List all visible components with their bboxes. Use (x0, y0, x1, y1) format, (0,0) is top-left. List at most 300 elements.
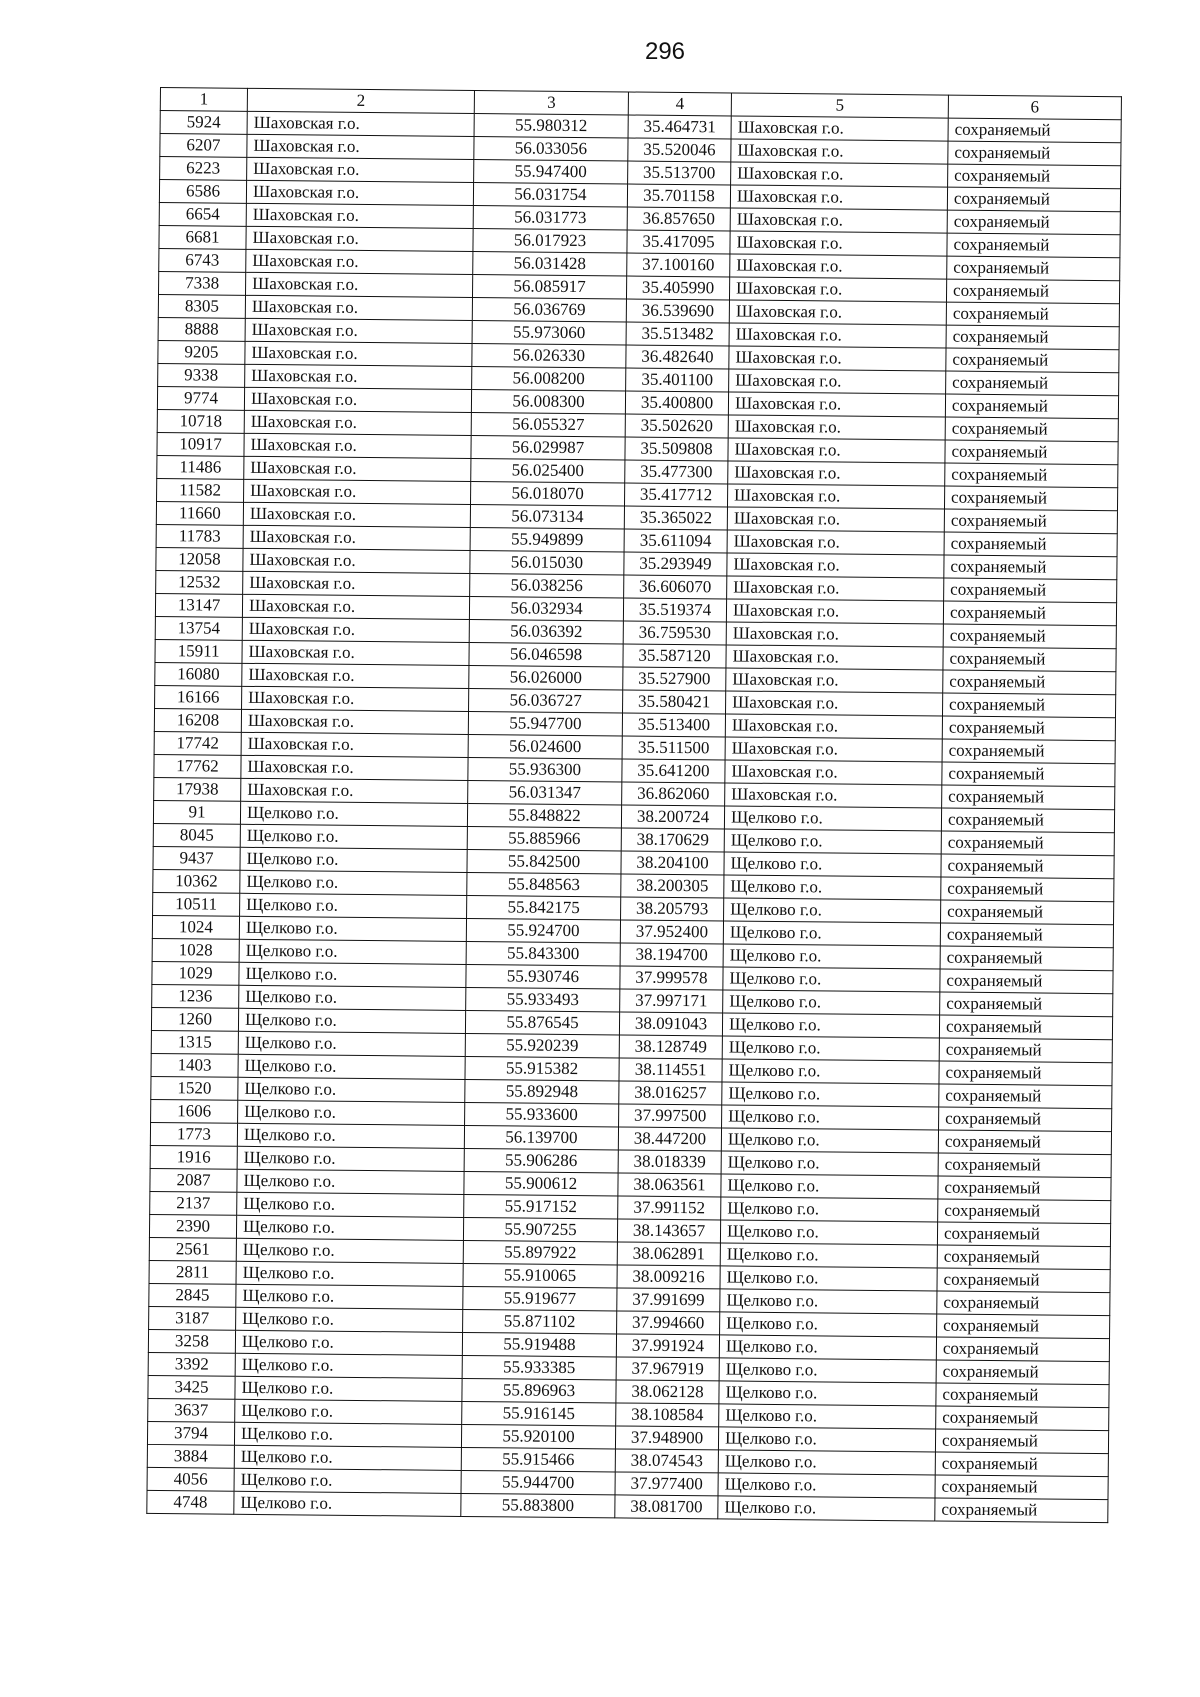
longitude-cell: 38.016257 (619, 1081, 722, 1105)
row-id-cell: 1916 (150, 1145, 237, 1169)
district-name-cell: Щелково г.о. (240, 893, 467, 918)
row-id-cell: 15911 (155, 639, 242, 663)
status-value-cell: сохраняемый (943, 624, 1116, 649)
status-value-cell: сохраняемый (944, 532, 1117, 557)
district-name-2-cell: Щелково г.о. (719, 1381, 936, 1406)
district-name-cell: Щелково г.о. (239, 962, 466, 987)
district-name-cell: Шаховская г.о. (242, 617, 469, 642)
district-name-2-cell: Шаховская г.о. (726, 645, 943, 670)
row-id-cell: 1773 (150, 1122, 237, 1146)
district-name-cell: Щелково г.о. (239, 916, 466, 941)
latitude-cell: 55.916145 (462, 1401, 616, 1425)
latitude-cell: 56.032934 (469, 596, 623, 620)
longitude-cell: 35.513400 (622, 713, 725, 737)
status-value-cell: сохраняемый (943, 670, 1116, 695)
status-value-cell: сохраняемый (945, 417, 1118, 442)
header-cell-2: 2 (247, 88, 474, 113)
district-name-2-cell: Щелково г.о. (722, 1082, 939, 1107)
district-name-cell: Шаховская г.о. (243, 502, 470, 527)
latitude-cell: 56.017923 (473, 229, 627, 253)
data-table-container (146, 87, 1122, 1523)
row-id-cell: 4748 (147, 1490, 234, 1514)
longitude-cell: 38.009216 (617, 1265, 720, 1289)
district-name-2-cell: Шаховская г.о. (727, 507, 944, 532)
longitude-cell: 37.991924 (616, 1334, 719, 1358)
district-name-cell: Щелково г.о. (236, 1284, 463, 1309)
longitude-cell: 38.128749 (619, 1035, 722, 1059)
district-name-2-cell: Шаховская г.о. (730, 231, 947, 256)
longitude-cell: 35.513482 (626, 322, 729, 346)
latitude-cell: 55.944700 (461, 1470, 615, 1494)
latitude-cell: 55.876545 (465, 1010, 619, 1034)
status-value-cell: сохраняемый (942, 716, 1115, 741)
district-name-2-cell: Шаховская г.о. (731, 139, 948, 164)
row-id-cell: 1403 (151, 1053, 238, 1077)
longitude-cell: 36.606070 (624, 575, 727, 599)
district-name-2-cell: Щелково г.о. (723, 967, 940, 992)
district-name-2-cell: Щелково г.о. (723, 921, 940, 946)
latitude-cell: 55.915382 (465, 1056, 619, 1080)
district-name-cell: Щелково г.о. (237, 1146, 464, 1171)
latitude-cell: 55.896963 (462, 1378, 616, 1402)
district-name-cell: Шаховская г.о. (247, 157, 474, 182)
district-name-cell: Шаховская г.о. (243, 525, 470, 550)
district-name-2-cell: Шаховская г.о. (725, 714, 942, 739)
status-value-cell: сохраняемый (935, 1498, 1108, 1523)
longitude-cell: 35.477300 (625, 460, 728, 484)
row-id-cell: 11582 (157, 478, 244, 502)
latitude-cell: 56.036769 (472, 298, 626, 322)
longitude-cell: 35.509808 (625, 437, 728, 461)
district-name-2-cell: Щелково г.о. (724, 852, 941, 877)
header-cell-1: 1 (160, 88, 247, 112)
latitude-cell: 55.910065 (463, 1263, 617, 1287)
district-name-2-cell: Щелково г.о. (720, 1289, 937, 1314)
district-name-cell: Шаховская г.о. (244, 410, 471, 435)
district-name-2-cell: Шаховская г.о. (726, 622, 943, 647)
row-id-cell: 6223 (160, 157, 247, 181)
district-name-2-cell: Щелково г.о. (721, 1197, 938, 1222)
longitude-cell: 37.997500 (619, 1104, 722, 1128)
row-id-cell: 9437 (153, 846, 240, 870)
longitude-cell: 35.580421 (623, 690, 726, 714)
row-id-cell: 10917 (157, 432, 244, 456)
district-name-cell: Щелково г.о. (237, 1192, 464, 1217)
longitude-cell: 36.482640 (626, 345, 729, 369)
district-name-cell: Шаховская г.о. (245, 318, 472, 343)
latitude-cell: 55.919488 (462, 1332, 616, 1356)
row-id-cell: 5924 (160, 111, 247, 135)
longitude-cell: 36.862060 (622, 782, 725, 806)
district-name-cell: Шаховская г.о. (243, 548, 470, 573)
longitude-cell: 35.513700 (628, 161, 731, 185)
longitude-cell: 36.759530 (623, 621, 726, 645)
district-name-cell: Шаховская г.о. (241, 755, 468, 780)
district-name-2-cell: Шаховская г.о. (728, 392, 945, 417)
longitude-cell: 35.519374 (623, 598, 726, 622)
row-id-cell: 1024 (152, 915, 239, 939)
status-value-cell: сохраняемый (935, 1475, 1108, 1500)
status-value-cell: сохраняемый (942, 739, 1115, 764)
latitude-cell: 56.033056 (474, 137, 628, 161)
district-name-cell: Щелково г.о. (234, 1422, 461, 1447)
district-name-2-cell: Щелково г.о. (724, 806, 941, 831)
latitude-cell: 55.842175 (467, 895, 621, 919)
row-id-cell: 16208 (154, 708, 241, 732)
district-name-cell: Шаховская г.о. (244, 456, 471, 481)
latitude-cell: 56.055327 (471, 413, 625, 437)
district-name-2-cell: Щелково г.о. (720, 1312, 937, 1337)
longitude-cell: 38.194700 (620, 943, 723, 967)
longitude-cell: 38.170629 (621, 828, 724, 852)
district-name-cell: Шаховская г.о. (244, 479, 471, 504)
row-id-cell: 6654 (159, 202, 246, 226)
row-id-cell: 16166 (155, 685, 242, 709)
district-name-cell: Шаховская г.о. (241, 778, 468, 803)
status-value-cell: сохраняемый (941, 831, 1114, 856)
latitude-cell: 56.018070 (471, 482, 625, 506)
district-name-2-cell: Щелково г.о. (718, 1496, 935, 1521)
status-value-cell: сохраняемый (941, 900, 1114, 925)
table-body (147, 111, 1121, 1523)
longitude-cell: 38.074543 (615, 1449, 718, 1473)
district-name-2-cell: Щелково г.о. (723, 944, 940, 969)
district-name-cell: Шаховская г.о. (244, 387, 471, 412)
district-name-2-cell: Шаховская г.о. (730, 208, 947, 233)
row-id-cell: 1236 (152, 984, 239, 1008)
status-value-cell: сохраняемый (945, 440, 1118, 465)
status-value-cell: сохраняемый (939, 1061, 1112, 1086)
row-id-cell: 1029 (152, 961, 239, 985)
district-name-2-cell: Шаховская г.о. (728, 461, 945, 486)
status-value-cell: сохраняемый (941, 877, 1114, 902)
longitude-cell: 35.400800 (625, 391, 728, 415)
district-name-2-cell: Щелково г.о. (721, 1128, 938, 1153)
row-id-cell: 9205 (158, 340, 245, 364)
latitude-cell: 55.915466 (461, 1447, 615, 1471)
row-id-cell: 10511 (153, 892, 240, 916)
longitude-cell: 35.611094 (624, 529, 727, 553)
status-value-cell: сохраняемый (948, 118, 1121, 143)
latitude-cell: 55.842500 (467, 849, 621, 873)
latitude-cell: 55.906286 (464, 1148, 618, 1172)
latitude-cell: 55.883800 (461, 1493, 615, 1517)
status-value-cell: сохраняемый (943, 647, 1116, 672)
district-name-cell: Шаховская г.о. (247, 134, 474, 159)
status-value-cell: сохраняемый (940, 946, 1113, 971)
status-value-cell: сохраняемый (935, 1429, 1108, 1454)
row-id-cell: 3884 (147, 1444, 234, 1468)
district-name-cell: Шаховская г.о. (242, 594, 469, 619)
longitude-cell: 38.062891 (617, 1242, 720, 1266)
district-name-2-cell: Шаховская г.о. (726, 668, 943, 693)
latitude-cell: 55.848822 (467, 803, 621, 827)
longitude-cell: 38.204100 (621, 851, 724, 875)
latitude-cell: 56.008300 (471, 390, 625, 414)
longitude-cell: 37.991699 (617, 1288, 720, 1312)
latitude-cell: 55.973060 (472, 321, 626, 345)
row-id-cell: 11660 (156, 501, 243, 525)
page-number: 296 (644, 38, 686, 65)
district-name-2-cell: Щелково г.о. (723, 990, 940, 1015)
status-value-cell: сохраняемый (946, 371, 1119, 396)
latitude-cell: 56.024600 (468, 734, 622, 758)
district-name-2-cell: Шаховская г.о. (727, 484, 944, 509)
status-value-cell: сохраняемый (936, 1360, 1109, 1385)
status-value-cell: сохраняемый (948, 164, 1121, 189)
district-name-cell: Щелково г.о. (235, 1399, 462, 1424)
header-cell-3: 3 (474, 91, 628, 115)
row-id-cell: 6586 (159, 180, 246, 204)
header-cell-5: 5 (731, 93, 948, 118)
status-value-cell: сохраняемый (936, 1383, 1109, 1408)
longitude-cell: 38.063561 (618, 1173, 721, 1197)
status-value-cell: сохраняемый (937, 1222, 1110, 1247)
longitude-cell: 38.081700 (615, 1495, 718, 1519)
latitude-cell: 55.920100 (461, 1424, 615, 1448)
latitude-cell: 56.046598 (469, 642, 623, 666)
district-name-2-cell: Шаховская г.о. (728, 415, 945, 440)
row-id-cell: 2845 (149, 1283, 236, 1307)
longitude-cell: 36.857650 (627, 207, 730, 231)
row-id-cell: 91 (153, 800, 240, 824)
status-value-cell: сохраняемый (944, 578, 1117, 603)
district-name-2-cell: Шаховская г.о. (729, 323, 946, 348)
district-name-cell: Щелково г.о. (240, 824, 467, 849)
longitude-cell: 37.991152 (618, 1196, 721, 1220)
district-name-2-cell: Щелково г.о. (720, 1243, 937, 1268)
status-value-cell: сохраняемый (945, 394, 1118, 419)
row-id-cell: 1028 (152, 938, 239, 962)
longitude-cell: 35.641200 (622, 759, 725, 783)
longitude-cell: 36.539690 (626, 299, 729, 323)
row-id-cell: 1520 (151, 1076, 238, 1100)
status-value-cell: сохраняемый (938, 1153, 1111, 1178)
district-name-cell: Шаховская г.о. (245, 295, 472, 320)
district-name-2-cell: Шаховская г.о. (726, 599, 943, 624)
longitude-cell: 35.417095 (627, 230, 730, 254)
district-name-cell: Шаховская г.о. (245, 364, 472, 389)
longitude-cell: 35.464731 (628, 115, 731, 139)
status-value-cell: сохраняемый (937, 1268, 1110, 1293)
status-value-cell: сохраняемый (944, 509, 1117, 534)
district-name-cell: Щелково г.о. (237, 1123, 464, 1148)
header-cell-4: 4 (628, 92, 731, 116)
row-id-cell: 6207 (160, 134, 247, 158)
longitude-cell: 37.999578 (620, 966, 723, 990)
district-name-cell: Щелково г.о. (236, 1238, 463, 1263)
latitude-cell: 56.026330 (472, 344, 626, 368)
longitude-cell: 37.994660 (617, 1311, 720, 1335)
district-name-2-cell: Шаховская г.о. (730, 185, 947, 210)
longitude-cell: 35.417712 (624, 483, 727, 507)
longitude-cell: 37.100160 (627, 253, 730, 277)
longitude-cell: 38.114551 (619, 1058, 722, 1082)
longitude-cell: 35.520046 (628, 138, 731, 162)
district-name-cell: Щелково г.о. (238, 1054, 465, 1079)
row-id-cell: 6743 (159, 248, 246, 272)
district-name-2-cell: Шаховская г.о. (728, 438, 945, 463)
latitude-cell: 55.892948 (465, 1079, 619, 1103)
row-id-cell: 3392 (148, 1352, 235, 1376)
district-name-cell: Щелково г.о. (235, 1353, 462, 1378)
latitude-cell: 56.031754 (473, 183, 627, 207)
longitude-cell: 37.977400 (615, 1472, 718, 1496)
district-name-cell: Шаховская г.о. (243, 571, 470, 596)
row-id-cell: 1606 (151, 1099, 238, 1123)
district-name-cell: Шаховская г.о. (241, 732, 468, 757)
district-name-cell: Шаховская г.о. (246, 226, 473, 251)
status-value-cell: сохраняемый (948, 141, 1121, 166)
latitude-cell: 56.031347 (468, 780, 622, 804)
longitude-cell: 38.108584 (616, 1403, 719, 1427)
district-name-2-cell: Щелково г.о. (721, 1174, 938, 1199)
district-name-2-cell: Шаховская г.о. (731, 162, 948, 187)
row-id-cell: 9774 (157, 386, 244, 410)
row-id-cell: 7338 (159, 271, 246, 295)
row-id-cell: 3258 (148, 1329, 235, 1353)
district-name-cell: Щелково г.о. (234, 1491, 461, 1516)
status-value-cell: сохраняемый (946, 348, 1119, 373)
row-id-cell: 9338 (158, 363, 245, 387)
district-name-cell: Щелково г.о. (234, 1468, 461, 1493)
row-id-cell: 2137 (150, 1191, 237, 1215)
status-value-cell: сохраняемый (945, 463, 1118, 488)
longitude-cell: 38.447200 (618, 1127, 721, 1151)
status-value-cell: сохраняемый (947, 256, 1120, 281)
district-name-cell: Щелково г.о. (235, 1330, 462, 1355)
row-id-cell: 2087 (150, 1168, 237, 1192)
district-name-2-cell: Шаховская г.о. (726, 691, 943, 716)
row-id-cell: 1260 (151, 1007, 238, 1031)
row-id-cell: 3187 (149, 1306, 236, 1330)
district-name-cell: Щелково г.о. (239, 939, 466, 964)
row-id-cell: 4056 (147, 1467, 234, 1491)
status-value-cell: сохраняемый (938, 1130, 1111, 1155)
longitude-cell: 38.018339 (618, 1150, 721, 1174)
status-value-cell: сохраняемый (946, 325, 1119, 350)
status-value-cell: сохраняемый (944, 555, 1117, 580)
status-value-cell: сохраняемый (939, 1015, 1112, 1040)
district-name-cell: Шаховская г.о. (247, 111, 474, 136)
latitude-cell: 56.031773 (473, 206, 627, 230)
latitude-cell: 56.029987 (471, 436, 625, 460)
latitude-cell: 55.917152 (464, 1194, 618, 1218)
status-value-cell: сохраняемый (939, 1038, 1112, 1063)
district-name-2-cell: Щелково г.о. (721, 1151, 938, 1176)
row-id-cell: 3425 (148, 1375, 235, 1399)
longitude-cell: 37.967919 (616, 1357, 719, 1381)
longitude-cell: 37.948900 (615, 1426, 718, 1450)
district-name-2-cell: Шаховская г.о. (725, 783, 942, 808)
district-name-cell: Щелково г.о. (236, 1215, 463, 1240)
district-name-2-cell: Щелково г.о. (718, 1427, 935, 1452)
latitude-cell: 55.947700 (468, 711, 622, 735)
district-name-2-cell: Шаховская г.о. (731, 116, 948, 141)
longitude-cell: 35.502620 (625, 414, 728, 438)
latitude-cell: 55.920239 (465, 1033, 619, 1057)
district-name-2-cell: Щелково г.о. (722, 1059, 939, 1084)
district-name-cell: Шаховская г.о. (246, 203, 473, 228)
status-value-cell: сохраняемый (942, 785, 1115, 810)
status-value-cell: сохраняемый (936, 1406, 1109, 1431)
longitude-cell: 35.365022 (624, 506, 727, 530)
status-value-cell: сохраняемый (937, 1314, 1110, 1339)
latitude-cell: 55.947400 (474, 160, 628, 184)
status-value-cell: сохраняемый (936, 1337, 1109, 1362)
longitude-cell: 35.293949 (624, 552, 727, 576)
longitude-cell: 37.952400 (620, 920, 723, 944)
district-name-2-cell: Щелково г.о. (719, 1358, 936, 1383)
row-id-cell: 8045 (153, 823, 240, 847)
district-name-2-cell: Шаховская г.о. (727, 576, 944, 601)
district-name-cell: Шаховская г.о. (242, 686, 469, 711)
row-id-cell: 11486 (157, 455, 244, 479)
row-id-cell: 1315 (151, 1030, 238, 1054)
latitude-cell: 55.933600 (465, 1102, 619, 1126)
longitude-cell: 38.200724 (621, 805, 724, 829)
district-name-2-cell: Шаховская г.о. (725, 760, 942, 785)
district-name-cell: Шаховская г.о. (244, 433, 471, 458)
longitude-cell: 38.062128 (616, 1380, 719, 1404)
status-value-cell: сохраняемый (937, 1291, 1110, 1316)
district-name-2-cell: Шаховская г.о. (730, 254, 947, 279)
latitude-cell: 55.949899 (470, 527, 624, 551)
latitude-cell: 55.980312 (474, 114, 628, 138)
district-name-2-cell: Щелково г.о. (719, 1404, 936, 1429)
district-name-cell: Щелково г.о. (236, 1261, 463, 1286)
row-id-cell: 8305 (158, 294, 245, 318)
district-name-2-cell: Щелково г.о. (724, 898, 941, 923)
status-value-cell: сохраняемый (938, 1176, 1111, 1201)
latitude-cell: 56.026000 (469, 665, 623, 689)
latitude-cell: 55.900612 (464, 1171, 618, 1195)
longitude-cell: 38.205793 (621, 897, 724, 921)
latitude-cell: 55.843300 (466, 941, 620, 965)
row-id-cell: 10362 (153, 869, 240, 893)
district-name-2-cell: Шаховская г.о. (729, 300, 946, 325)
longitude-cell: 38.091043 (619, 1012, 722, 1036)
district-name-cell: Шаховская г.о. (246, 180, 473, 205)
row-id-cell: 13147 (155, 593, 242, 617)
district-name-2-cell: Щелково г.о. (718, 1450, 935, 1475)
district-name-cell: Щелково г.о. (240, 847, 467, 872)
latitude-cell: 55.848563 (467, 872, 621, 896)
district-name-2-cell: Щелково г.о. (719, 1335, 936, 1360)
district-name-cell: Шаховская г.о. (241, 709, 468, 734)
status-value-cell: сохраняемый (940, 992, 1113, 1017)
status-value-cell: сохраняемый (946, 302, 1119, 327)
data-table (146, 87, 1122, 1523)
district-name-cell: Щелково г.о. (236, 1307, 463, 1332)
status-value-cell: сохраняемый (937, 1245, 1110, 1270)
latitude-cell: 56.025400 (471, 459, 625, 483)
district-name-2-cell: Щелково г.о. (724, 875, 941, 900)
latitude-cell: 55.907255 (463, 1217, 617, 1241)
status-value-cell: сохраняемый (947, 233, 1120, 258)
district-name-cell: Щелково г.о. (239, 985, 466, 1010)
status-value-cell: сохраняемый (941, 808, 1114, 833)
row-id-cell: 17938 (154, 777, 241, 801)
status-value-cell: сохраняемый (944, 486, 1117, 511)
row-id-cell: 12058 (156, 547, 243, 571)
latitude-cell: 56.073134 (470, 504, 624, 528)
status-value-cell: сохраняемый (942, 693, 1115, 718)
longitude-cell: 35.405990 (626, 276, 729, 300)
district-name-cell: Щелково г.о. (237, 1169, 464, 1194)
row-id-cell: 6681 (159, 225, 246, 249)
district-name-2-cell: Шаховская г.о. (729, 346, 946, 371)
